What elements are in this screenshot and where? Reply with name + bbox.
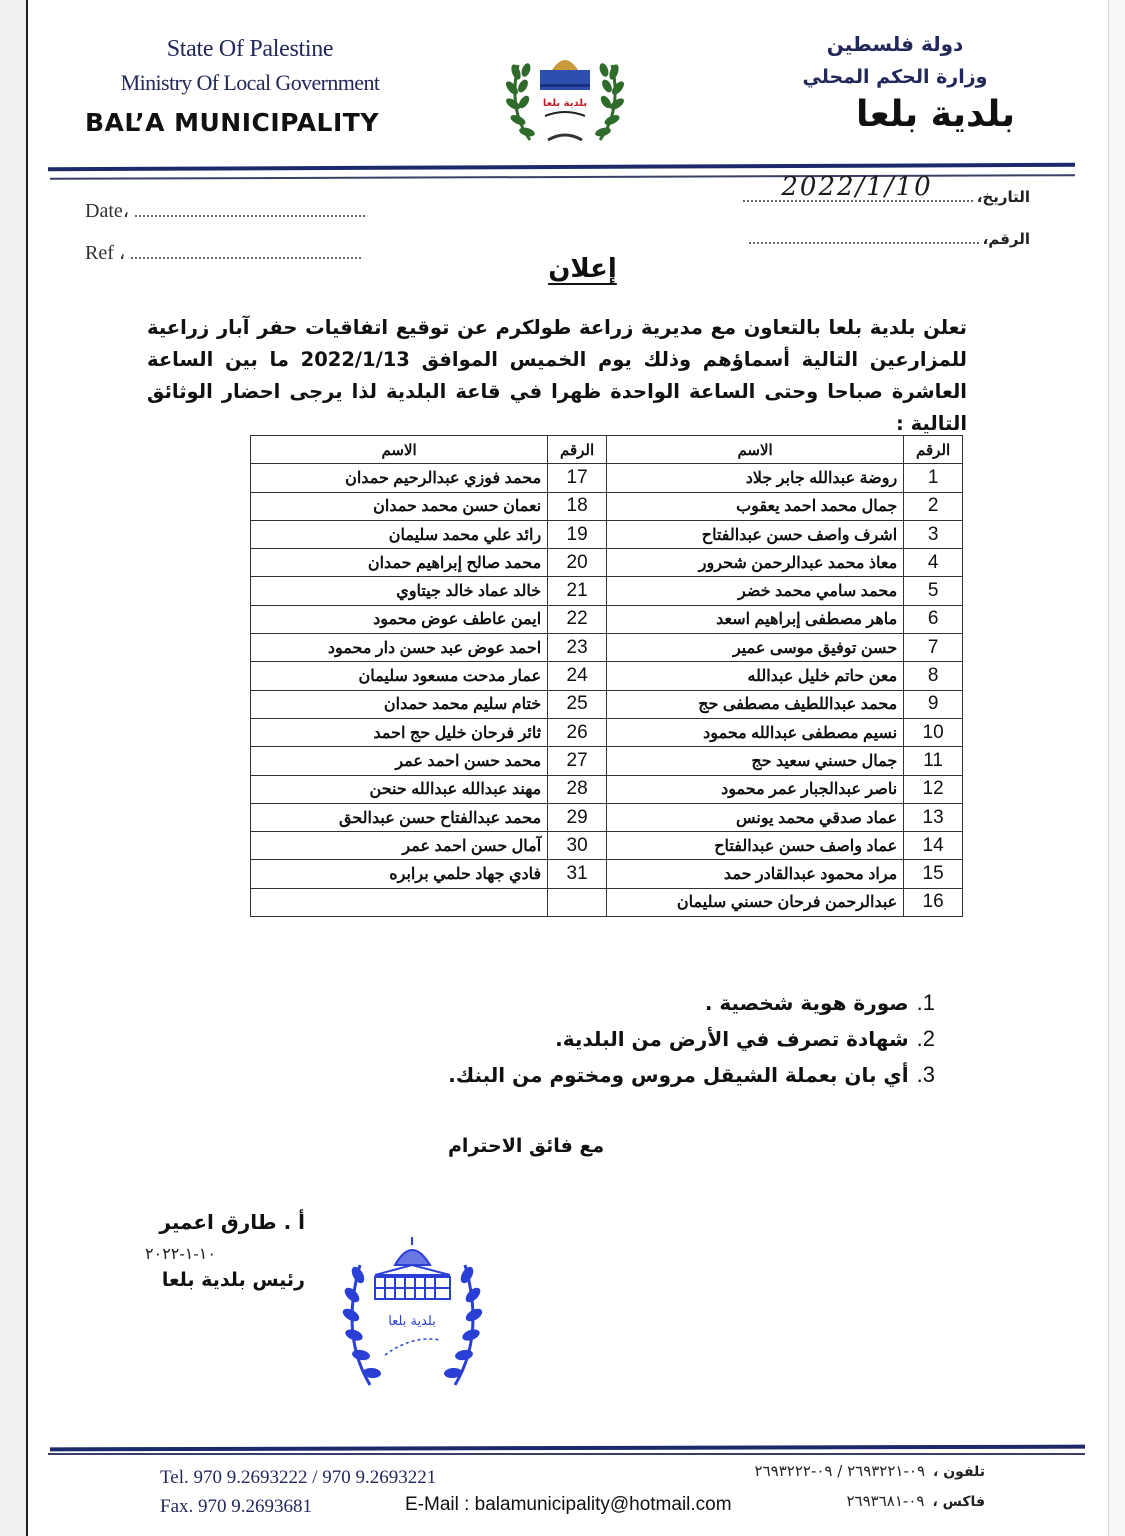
- stamp-text: بلدية بلعا: [388, 1314, 436, 1329]
- row-name-right: ناصر عبدالجبار عمر محمود: [606, 775, 903, 803]
- footer-tel-ar: [755, 1462, 985, 1480]
- scan-edge-left: [0, 0, 28, 1536]
- row-number-right: 4: [904, 549, 963, 577]
- row-number-left: 22: [548, 605, 607, 633]
- row-number-right: 6: [904, 605, 963, 633]
- row-name-left: [251, 888, 548, 916]
- table-row: [251, 775, 963, 803]
- row-number-left: 31: [548, 860, 607, 888]
- row-number-right: 9: [904, 690, 963, 718]
- row-name-right: جمال حسني سعيد حج: [606, 747, 903, 775]
- table-header-row: [251, 436, 963, 464]
- row-number-right: 2: [904, 492, 963, 520]
- header-name-left: الاسم: [251, 436, 548, 464]
- row-number-right: 3: [904, 520, 963, 548]
- announcement-body: تعلن بلدية بلعا بالتعاون مع مديرية زراعة طولكرم عن توقيع اتفاقيات حفر آبار زراعية للمزارعين التالية أسماؤهم وذلك يوم الخميس الموافق 2022/1/13 ما بين الساعة العاشرة صباحا وحتى الساعة الواحدة ظهرا في قاعة البلدية لذا يرجى احضار الوثائق التالية :: [147, 316, 967, 435]
- row-name-right: اشرف واصف حسن عبدالفتاح: [606, 520, 903, 548]
- handwritten-date: 2022/1/10: [781, 172, 933, 202]
- table-row: [251, 577, 963, 605]
- date-dotted-line-ar: [743, 172, 973, 202]
- row-number-right: 16: [904, 888, 963, 916]
- header-state-ar: دولة فلسطين: [826, 32, 964, 56]
- row-number-left: 20: [548, 549, 607, 577]
- logo-text: بلدية بلعا: [542, 98, 588, 109]
- date-field-ar: [743, 172, 1030, 206]
- document-item: 2.شهادة تصرف في الأرض من البلدية.: [555, 1026, 935, 1051]
- row-number-left: 17: [548, 464, 607, 492]
- row-name-left: محمد صالح إبراهيم حمدان: [251, 549, 548, 577]
- footer-fax-ar: [846, 1492, 985, 1510]
- header-arabic: [765, 28, 1025, 136]
- footer-rule-thick: [50, 1445, 1085, 1452]
- row-name-right: محمد عبداللطيف مصطفى حج: [606, 690, 903, 718]
- date-field-en: [85, 198, 365, 223]
- table-row: [251, 747, 963, 775]
- row-name-right: ماهر مصطفى إبراهيم اسعد: [606, 605, 903, 633]
- date-dotted-line: [135, 201, 365, 217]
- scan-edge-right: [1108, 0, 1125, 1536]
- table-row: [251, 888, 963, 916]
- row-number-left: 30: [548, 832, 607, 860]
- row-name-left: احمد عوض عبد حسن دار محمود: [251, 634, 548, 662]
- row-number-right: 12: [904, 775, 963, 803]
- row-name-right: جمال محمد احمد يعقوب: [606, 492, 903, 520]
- table-row: [251, 549, 963, 577]
- table-row: [251, 492, 963, 520]
- row-name-right: روضة عبدالله جابر جلاد: [606, 464, 903, 492]
- row-number-left: 25: [548, 690, 607, 718]
- table-row: [251, 690, 963, 718]
- header-english: [60, 32, 440, 137]
- municipality-stamp: [340, 1235, 485, 1400]
- header-ministry-ar: وزارة الحكم المحلي: [802, 66, 988, 88]
- row-number-left: 18: [548, 492, 607, 520]
- row-name-left: محمد فوزي عبدالرحيم حمدان: [251, 464, 548, 492]
- date-label-ar: التاريخ،: [976, 188, 1030, 206]
- row-number-right: 1: [904, 464, 963, 492]
- row-number-right: 5: [904, 577, 963, 605]
- header-municipality-ar: بلدية بلعا: [856, 94, 1015, 135]
- row-number-left: 26: [548, 718, 607, 746]
- footer-tel-en: Tel. 970 9.2693222 / 970 9.2693221: [160, 1467, 437, 1488]
- row-number-left: 24: [548, 662, 607, 690]
- footer-fax-en: Fax. 970 9.2693681: [160, 1496, 312, 1517]
- signature-block: [145, 1210, 305, 1291]
- row-name-left: ثائر فرحان خليل حج احمد: [251, 718, 548, 746]
- row-number-left: 28: [548, 775, 607, 803]
- date-label-en: Date،: [85, 200, 130, 222]
- row-number-left: 19: [548, 520, 607, 548]
- tel-value-ar: ٠٩-٢٦٩٣٢٢١ / ٠٩-٢٦٩٣٢٢٢: [754, 1462, 926, 1480]
- table-row: [251, 605, 963, 633]
- row-number-left: 21: [548, 577, 607, 605]
- ref-dotted-line-ar: [749, 230, 979, 244]
- row-name-right: عماد صدقي محمد يونس: [606, 803, 903, 831]
- municipality-logo: [500, 40, 630, 155]
- signatory-name: أ . طارق اعمير: [159, 1210, 305, 1234]
- header-name-right: الاسم: [606, 436, 903, 464]
- row-number-right: 13: [904, 803, 963, 831]
- handwritten-signature-date: ١٠-١-٢٠٢٢: [145, 1244, 216, 1263]
- row-name-right: نسيم مصطفى عبدالله محمود: [606, 718, 903, 746]
- row-name-left: عمار مدحت مسعود سليمان: [251, 662, 548, 690]
- row-number-left: [548, 888, 607, 916]
- row-name-left: ايمن عاطف عوض محمود: [251, 605, 548, 633]
- row-name-right: معن حاتم خليل عبدالله: [606, 662, 903, 690]
- row-name-left: مهند عبدالله عبدالله حنحن: [251, 775, 548, 803]
- fax-label-ar: فاكس ،: [932, 1494, 985, 1510]
- row-name-left: آمال حسن احمد عمر: [251, 832, 548, 860]
- required-documents-list: [448, 985, 935, 1093]
- row-name-right: معاذ محمد عبدالرحمن شحرور: [606, 549, 903, 577]
- row-number-right: 11: [904, 747, 963, 775]
- header-municipality-en: BAL’A MUNICIPALITY: [85, 108, 379, 137]
- row-number-right: 14: [904, 832, 963, 860]
- row-name-left: محمد حسن احمد عمر: [251, 747, 548, 775]
- stamp-dome-icon: [375, 1237, 450, 1299]
- row-name-left: فادي جهاد حلمي برابره: [251, 860, 548, 888]
- table-row: [251, 464, 963, 492]
- table-row: [251, 662, 963, 690]
- row-name-left: محمد عبدالفتاح حسن عبدالحق: [251, 803, 548, 831]
- row-name-left: رائد علي محمد سليمان: [251, 520, 548, 548]
- row-name-left: نعمان حسن محمد حمدان: [251, 492, 548, 520]
- header-rule-thick: [48, 163, 1075, 171]
- table-row: [251, 832, 963, 860]
- closing-regards: مع فائق الاحترام: [448, 1135, 605, 1157]
- signatory-role: رئيس بلدية بلعا: [161, 1269, 305, 1291]
- row-number-left: 23: [548, 634, 607, 662]
- row-name-left: ختام سليم محمد حمدان: [251, 690, 548, 718]
- header-ministry-en: Ministry Of Local Government: [120, 70, 380, 95]
- ref-field-ar: [749, 230, 1030, 248]
- header-state-en: State Of Palestine: [166, 36, 334, 62]
- row-name-left: خالد عماد خالد جيتاوي: [251, 577, 548, 605]
- document-item: 3.أي بان بعملة الشيقل مروس ومختوم من البنك.: [448, 1062, 935, 1087]
- row-name-right: مراد محمود عبدالقادر حمد: [606, 860, 903, 888]
- footer-rule-thin: [48, 1453, 1085, 1455]
- row-number-right: 8: [904, 662, 963, 690]
- row-number-right: 7: [904, 634, 963, 662]
- table-row: [251, 718, 963, 746]
- row-name-right: حسن توفيق موسى عمير: [606, 634, 903, 662]
- tel-label-ar: تلفون ،: [933, 1464, 985, 1480]
- table-row: [251, 634, 963, 662]
- header-number-right: الرقم: [904, 436, 963, 464]
- row-name-right: محمد سامي محمد خضر: [606, 577, 903, 605]
- table-row: [251, 520, 963, 548]
- ref-label-ar: الرقم،: [982, 230, 1030, 248]
- row-number-left: 27: [548, 747, 607, 775]
- table-row: [251, 860, 963, 888]
- row-number-left: 29: [548, 803, 607, 831]
- table-row: [251, 803, 963, 831]
- row-name-right: عبدالرحمن فرحان حسني سليمان: [606, 888, 903, 916]
- row-number-right: 15: [904, 860, 963, 888]
- announcement-title: إعلان: [548, 254, 617, 284]
- header-number-left: الرقم: [548, 436, 607, 464]
- ref-label-en: Ref ،: [85, 242, 126, 264]
- row-name-right: عماد واصف حسن عبدالفتاح: [606, 832, 903, 860]
- document-item: 1.صورة هوية شخصية .: [704, 990, 935, 1015]
- footer-email: E-Mail : balamunicipality@hotmail.com: [405, 1494, 732, 1515]
- dome-of-rock-icon: [540, 60, 590, 90]
- row-number-right: 10: [904, 718, 963, 746]
- farmers-table: [250, 435, 963, 917]
- fax-value-ar: ٠٩-٢٦٩٣٦٨١: [846, 1492, 925, 1510]
